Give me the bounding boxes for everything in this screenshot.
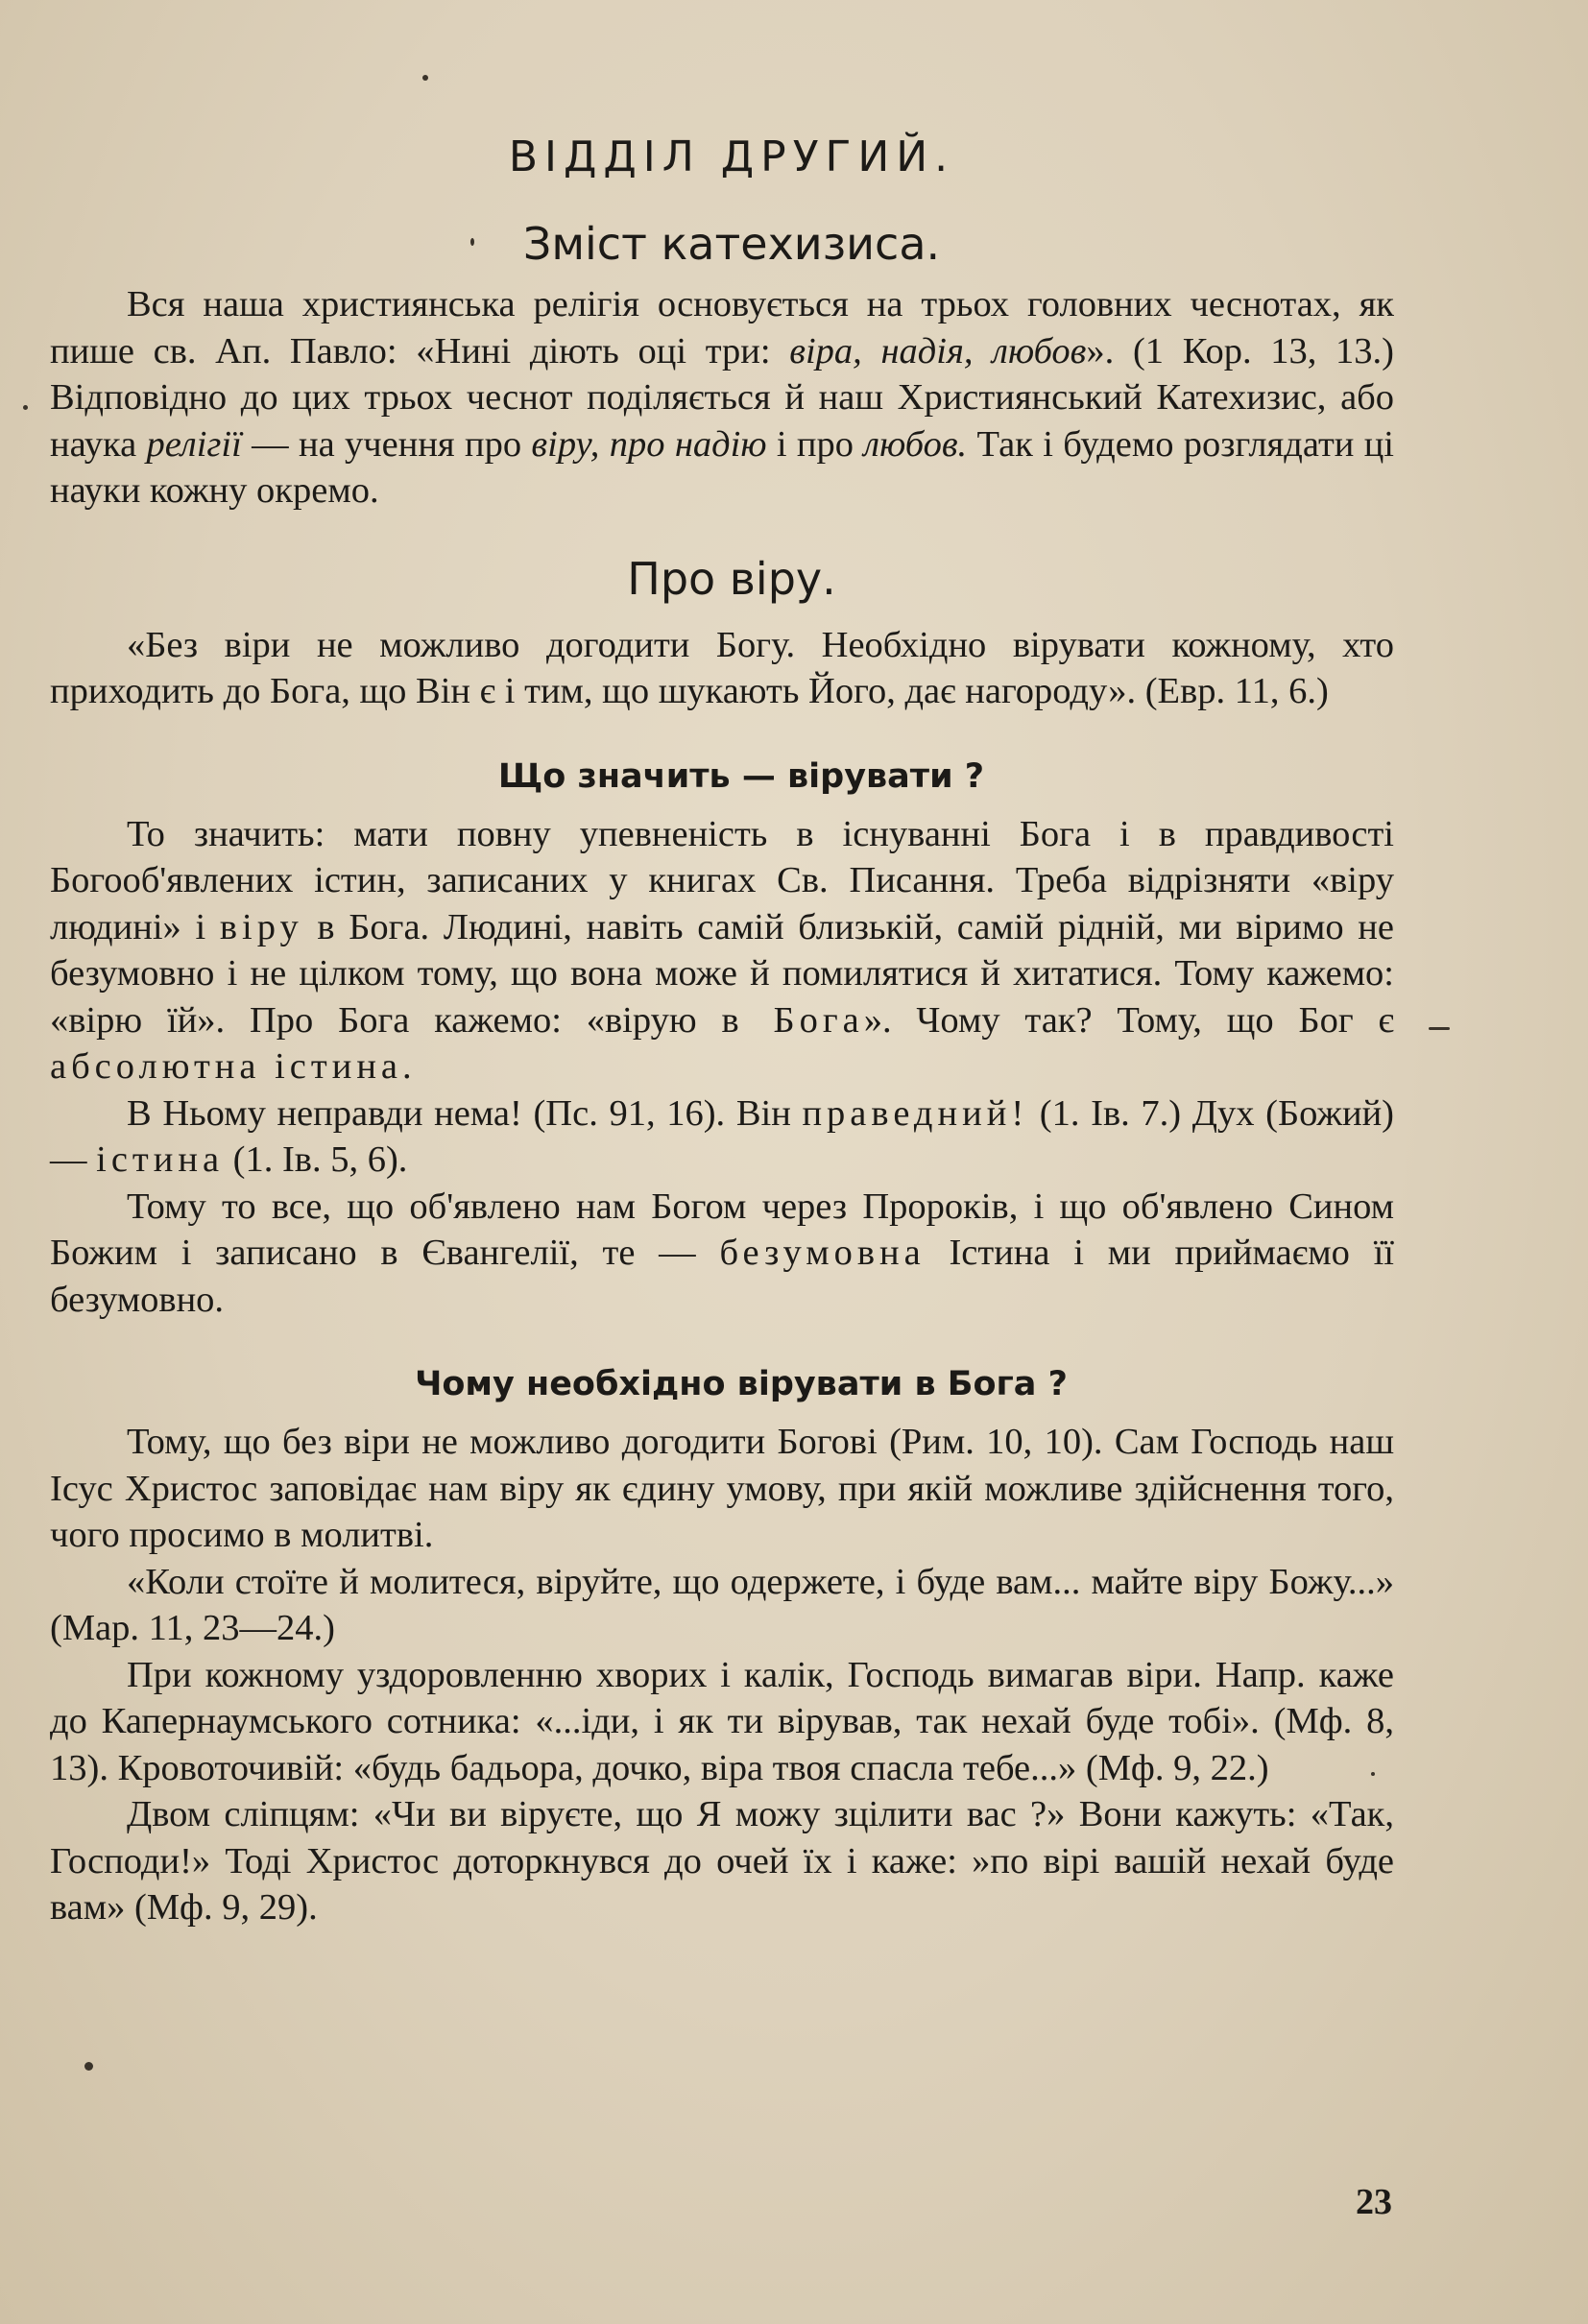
what-paragraph-1: То значить: мати повну упевненість в існуванні Бога і в правдивості Богооб'явлених істин, записаних у книгах Св. Писання. Треба відрізняти «віру людині» і віру в Бога. Людині, навіть самій близькій, самій рідній, ми віримо не безумовно і не цілком тому, що вона може й помилятися й хитатися. Тому кажемо: «вірю їй». Про Бога кажемо: «вірую в Бога». Чому так? Тому, що Бог є абсолютна істина. <box>50 813 1395 1087</box>
page-text <box>50 123 1394 1931</box>
ink-speck <box>23 405 28 410</box>
why-paragraph-2: «Коли стоїте й молитеся, віруйте, що одержете, і буде вам... майте віру Божу...» (Мар. 11, 23—24.) <box>50 1561 1394 1648</box>
page-number: 23 <box>1356 2182 1392 2222</box>
why-paragraph-1: Тому, що без віри не можливо догодити Богові (Рим. 10, 10). Сам Господь наш Ісус Христос заповідає нам віру як єдину умову, при якій можливе здійснення того, чого просимо в молитві. <box>50 1422 1394 1555</box>
faith-quote-paragraph: «Без віри не можливо догодити Богу. Необхідно вірувати кожному, хто приходить до Бога, що Він є і тим, що шукають Його, дає нагороду». (Евр. 11, 6.) <box>50 624 1394 711</box>
ink-speck <box>422 75 428 81</box>
heading-about-faith: Про віру. <box>627 552 836 605</box>
ink-speck <box>1429 1027 1450 1030</box>
what-paragraph-2: В Ньому неправди нема! (Пс. 91, 16). Він праведний! (1. Ів. 7.) Дух (Божий) — істина (1. Ів. 5, 6). <box>50 1092 1394 1180</box>
heading-why-believe: Чому необхідно вірувати в Бога ? <box>415 1365 1068 1403</box>
section-title: ВІДДІЛ ДРУГИЙ. <box>508 132 955 181</box>
what-paragraph-3: Тому то все, що об'явлено нам Богом через Пророків, і що об'явлено Сином Божим і записано в Євангелії, те — безумовна Істина і ми приймаємо її безумовно. <box>50 1186 1394 1320</box>
intro-paragraph: Вся наша християнська релігія основується на трьох головних чеснотах, як пише св. Ап. Павло: «Нині діють оці три: віра, надія, любов». (1 Кор. 13, 13.) Відповідно до цих трьох чеснот поділяється й наш Християнський Катехизис, або наука релігії — на учення про віру, про надію і про любов. Так і будемо розглядати ці науки кожну окремо. <box>50 284 1395 511</box>
why-paragraph-3: При кожному уздоровленню хворих і калік, Господь вимагав віри. Напр. каже до Капернаумського сотника: «...іди, і як ти вірував, так нехай буде тобі». (Мф. 8, 13). Кровоточивій: «будь бадьора, дочко, віра твоя спасла тебе...» (Мф. 9, 22.) <box>50 1654 1394 1788</box>
why-paragraph-4: Двом сліпцям: «Чи ви віруєте, що Я можу зцілити вас ?» Вони кажуть: «Так, Господи!» Тоді Христос доторкнувся до очей їх і каже: »по вірі вашій нехай буде вам» (Мф. 9, 29). <box>50 1794 1394 1928</box>
heading-what-means-to-believe: Що значить — вірувати ? <box>497 756 985 796</box>
ink-speck <box>84 2062 93 2071</box>
heading-catechism-content: Зміст катехизиса. <box>522 218 941 270</box>
